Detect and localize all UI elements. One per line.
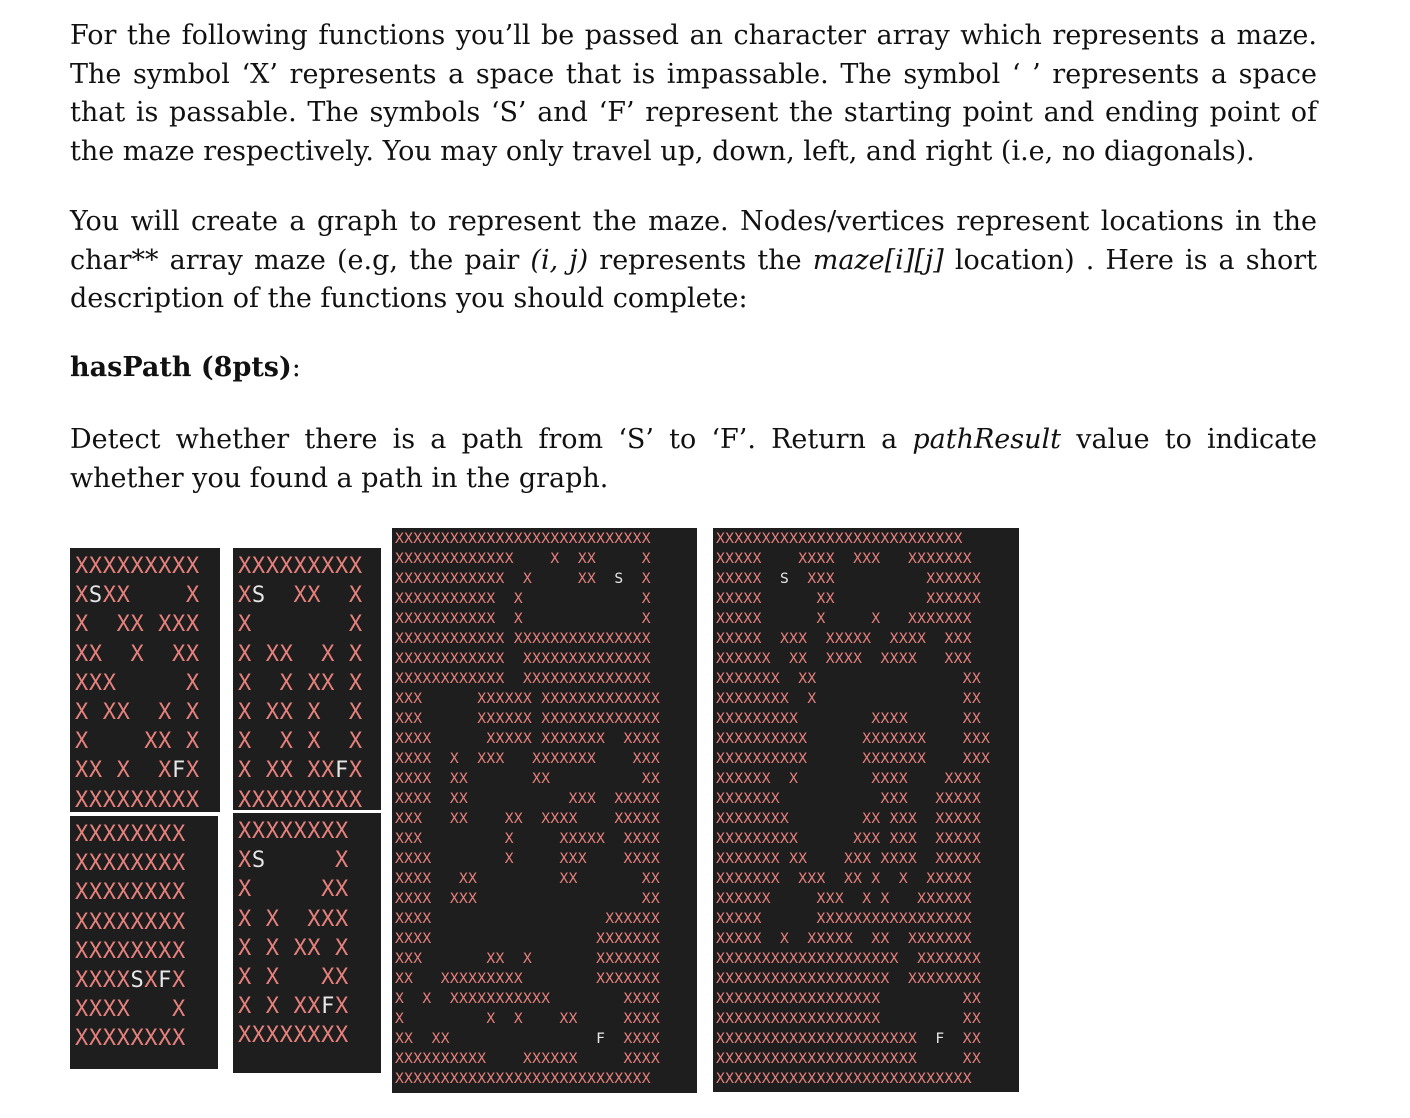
maze-row: X XX X X bbox=[238, 700, 363, 726]
section-heading-title: hasPath (8pts) bbox=[70, 352, 292, 383]
section-heading bbox=[70, 348, 301, 388]
maze-row: XXXXXXXX X XX bbox=[716, 690, 982, 707]
maze-row: XXXXXXXX XX XXX XXXXX bbox=[716, 810, 982, 827]
haspath-paragraph-text-1: Detect whether there is a path from ‘S’ to ‘F’. Return a bbox=[70, 424, 913, 455]
intro-paragraph: For the following functions you’ll be passed an character array which represents a maze. The symbol ‘X’ represents a space that is impassable. The symbol ‘ ’ represents a space that is passable. The symbols ‘S’ and ‘F’ represent the starting point and ending point of the maze respectively. You may only travel up, down, left, and right (i.e, no diagonals). bbox=[70, 20, 1317, 167]
maze-row: XXX XXXXXX XXXXXXXXXXXXX bbox=[395, 690, 661, 707]
maze-row: XSXX X bbox=[75, 583, 200, 609]
maze-row: X X XX bbox=[238, 965, 349, 991]
maze-row: XXX XXXXXX XXXXXXXXXXXXX bbox=[395, 710, 661, 727]
maze-row: XXXXSXFX bbox=[75, 968, 186, 994]
maze-row: X X XX X bbox=[238, 670, 363, 696]
maze-row: XXXXXXXX bbox=[75, 851, 186, 877]
maze-row: X XX XXFX bbox=[238, 758, 363, 784]
maze-row: X XX bbox=[238, 877, 349, 903]
maze-row: XXXXXXXX bbox=[75, 938, 186, 964]
maze-row: XXXXX XX XXXXXX bbox=[716, 590, 982, 607]
pair-notation: (i, j) bbox=[530, 244, 589, 276]
maze-1 bbox=[70, 548, 220, 812]
maze-row: XXXX XXXXX XXXXXXX XXXX bbox=[395, 730, 661, 747]
maze-row: XXXXXXX XXX XX X X XXXXX bbox=[716, 870, 972, 887]
maze-row: XXXXXXXXX bbox=[75, 554, 200, 579]
maze-row: X XX X X bbox=[75, 700, 200, 726]
maze-row: XXXXXXXX bbox=[75, 880, 186, 906]
haspath-paragraph-text-2: value to indicate whether you found a path in the graph. bbox=[70, 424, 1317, 494]
maze-row: XXXXXXXX bbox=[238, 1023, 349, 1049]
maze-row: XXXXXXXXXXXXXXXXXX XX bbox=[716, 990, 982, 1007]
maze-row: X X X XX XXXX bbox=[395, 1010, 661, 1027]
maze-row: XXXXXXXXXXXXXXXXXXXXXXXXXXX bbox=[716, 530, 963, 547]
maze-row: XXX X XXXXX XXXX bbox=[395, 830, 661, 847]
graph-paragraph-text-3: location) . Here is a short description of the functions you should complete: bbox=[70, 244, 1318, 314]
maze-3 bbox=[70, 816, 218, 1069]
pathresult-term: pathResult bbox=[912, 424, 1062, 455]
maze-row: XXXXXXXXX XXX XXX XXXXX bbox=[716, 830, 982, 847]
maze-row: XXXXX X X XXXXXXX bbox=[716, 610, 972, 627]
maze-row: XXXX XXXXXX bbox=[395, 910, 661, 927]
maze-row: XXXX XXX XX bbox=[395, 890, 661, 907]
maze-4 bbox=[233, 813, 381, 1073]
maze-row: XXX X bbox=[75, 670, 200, 696]
maze-row: XXXXXXXXXXX X X bbox=[395, 590, 651, 607]
maze-row: XXXXXXXXXXXXXXXXXXXXXX XX bbox=[716, 1050, 982, 1067]
maze-row: XXXXX S XXX XXXXXX bbox=[716, 570, 982, 587]
maze-row: XXXXXXXXXXXXXXXXXXXXXX F XX bbox=[716, 1030, 982, 1047]
maze-row: X X XXFX bbox=[238, 994, 349, 1020]
maze-row: X X XXX bbox=[238, 906, 349, 932]
maze-row: XXXXXXXXXXXXX X XX X bbox=[395, 550, 651, 567]
maze-row: XXXXXXXXXXXXXXXXXXXXXXXXXXXX bbox=[395, 1070, 651, 1087]
maze-row: X X X X bbox=[238, 729, 363, 755]
maze-row: XXXXX XXXX XXX XXXXXXX bbox=[716, 550, 972, 567]
maze-row: XXXXXXXXXXXXXXXXXXX XXXXXXXX bbox=[716, 970, 982, 987]
maze-row: XXXXXXXXXXXXXXXXXXXX XXXXXXX bbox=[716, 950, 982, 967]
maze-row: XXX XX XX XXXX XXXXX bbox=[395, 810, 661, 827]
maze-row: X XX XXX bbox=[75, 612, 200, 638]
maze-row: XXXXXXXXXXXXXXXXXX XX bbox=[716, 1010, 982, 1027]
maze-row: XXXXXXXXX bbox=[238, 787, 363, 810]
maze-row: XXXXXXXXXXXXXXXXXXXXXXXXXXXX bbox=[716, 1070, 972, 1087]
maze-row: XXXXXXX XXX XXXXX bbox=[716, 790, 982, 807]
maze-row: XXXXX XXX XXXXX XXXX XXX bbox=[716, 630, 972, 647]
maze-6 bbox=[713, 528, 1019, 1092]
maze-row: XS X bbox=[238, 848, 349, 874]
maze-row: XXXXXXXXXXXX XXXXXXXXXXXXXX bbox=[395, 650, 651, 667]
maze-row: XXXXXXXX bbox=[75, 822, 186, 847]
maze-row: XX X XFX bbox=[75, 758, 200, 784]
maze-row: XXXXXXX XX XX bbox=[716, 670, 982, 687]
maze-row: XX X XX bbox=[75, 641, 200, 667]
maze-row: X X XX X bbox=[238, 935, 349, 961]
maze-row: XXXX XX XX XX bbox=[395, 770, 661, 787]
maze-row: XXXXXXXXXXXXXXXXXXXXXXXXXXXX bbox=[395, 530, 651, 547]
maze-row: XXXXXXXXX bbox=[238, 554, 363, 579]
maze-row: XXXXX XXXXXXXXXXXXXXXXX bbox=[716, 910, 972, 927]
maze-row: XXXX X XXX XXXXXXX XXX bbox=[395, 750, 661, 767]
maze-row: XXXXXXXXXXXX XXXXXXXXXXXXXXX bbox=[395, 630, 651, 647]
maze-row: X XX X bbox=[75, 729, 200, 755]
maze-row: XXXXXXXXX bbox=[75, 787, 200, 812]
maze-row: X X bbox=[238, 612, 363, 638]
maze-row: XXXXXXXXXX XXXXXX XXXX bbox=[395, 1050, 661, 1067]
maze-row: XS XX X bbox=[238, 583, 363, 609]
maze-row: XXXXXXXX bbox=[238, 819, 349, 844]
maze-row: XXXXXXXXX XXXX XX bbox=[716, 710, 982, 727]
maze-row: XX XXXXXXXXX XXXXXXX bbox=[395, 970, 661, 987]
maze-row: XXXX XX XX XX bbox=[395, 870, 661, 887]
maze-row: XXXXXXXXXXXX X XX S X bbox=[395, 570, 651, 587]
maze-index-notation: maze[i][j] bbox=[812, 244, 944, 276]
graph-paragraph bbox=[70, 203, 1317, 319]
maze-row: XXXXXXXX bbox=[75, 909, 186, 935]
maze-row: XXXX XXXXXXX bbox=[395, 930, 661, 947]
maze-row: XXXXXXXXXX XXXXXXX XXX bbox=[716, 730, 991, 747]
graph-paragraph-text-1: You will create a graph to represent the maze. Nodes/vertices represent locations in the char** array maze (e.g, the pair bbox=[70, 206, 1317, 276]
maze-row: XXXXXXXXXXX X X bbox=[395, 610, 651, 627]
maze-row: XXXXXX XXX X X XXXXXX bbox=[716, 890, 972, 907]
maze-row: XXXX X XXX XXXX bbox=[395, 850, 661, 867]
maze-row: X XX X X bbox=[238, 641, 363, 667]
maze-row: XXXX X bbox=[75, 997, 186, 1023]
maze-row: XXXXXX XX XXXX XXXX XXX bbox=[716, 650, 972, 667]
haspath-paragraph bbox=[70, 421, 1317, 498]
maze-row: XX XX F XXXX bbox=[395, 1030, 661, 1047]
maze-5 bbox=[392, 528, 697, 1093]
maze-row: X X XXXXXXXXXXX XXXX bbox=[395, 990, 661, 1007]
maze-row: XXXX XX XXX XXXXX bbox=[395, 790, 661, 807]
maze-row: XXXXXXXXXXXX XXXXXXXXXXXXXX bbox=[395, 670, 651, 687]
maze-row: XXXXX X XXXXX XX XXXXXXX bbox=[716, 930, 972, 947]
maze-row: XXXXXXXX bbox=[75, 1026, 186, 1052]
maze-row: XXXXXXX XX XXX XXXX XXXXX bbox=[716, 850, 982, 867]
maze-row: XXXXXX X XXXX XXXX bbox=[716, 770, 982, 787]
maze-row: XXX XX X XXXXXXX bbox=[395, 950, 661, 967]
graph-paragraph-text-2: represents the bbox=[588, 244, 813, 276]
maze-row: XXXXXXXXXX XXXXXXX XXX bbox=[716, 750, 991, 767]
maze-2 bbox=[233, 548, 381, 810]
section-heading-colon: : bbox=[291, 352, 301, 383]
